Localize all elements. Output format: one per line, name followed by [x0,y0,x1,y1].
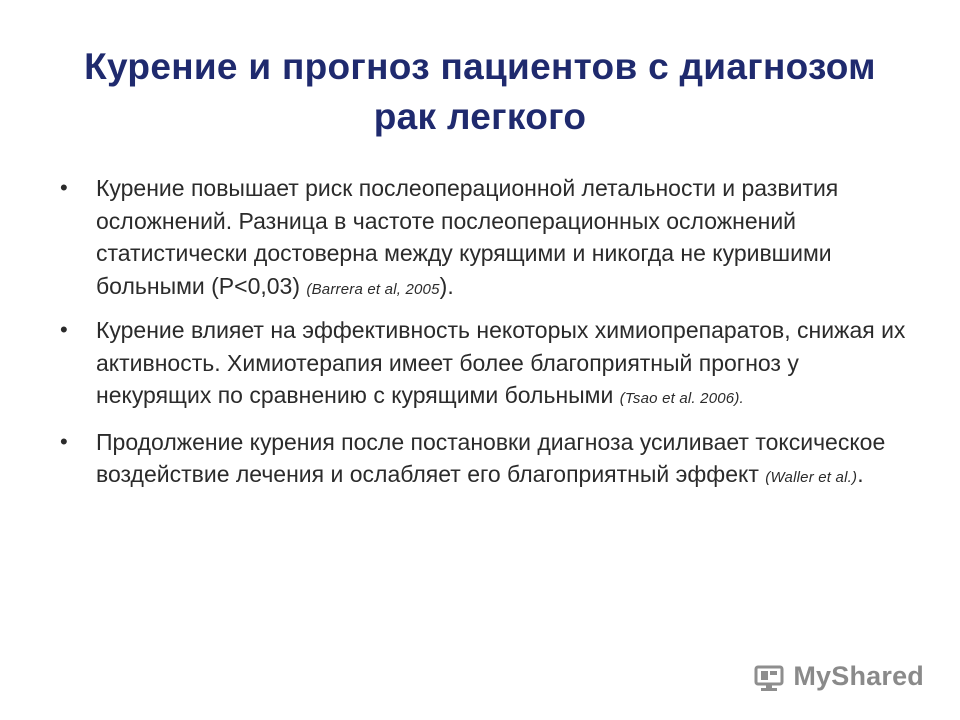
bullet-item [60,172,920,306]
slide-title: Курение и прогноз пациентов с диагнозом рак легкого [84,46,876,137]
bullet-tail: . [857,461,864,487]
citation: (Waller et al.) [765,469,858,486]
citation: (Tsao et al. 2006). [619,390,744,407]
bullet-text: Курение повышает риск послеоперационной летальности и развития осложнений. Разница в частоте послеоперационных осложнений статистически достоверна между курящими и никогда не курившими больными (Р<0,03) [96,175,839,299]
watermark-text: MyShared [793,661,924,691]
myshared-logo-icon [753,662,787,692]
bullet-marker: • [60,317,68,342]
bullet-tail: ). [439,272,454,299]
bullet-text: Продолжение курения после постановки диагноза усиливает токсическое воздействие лечения и ослабляет его благоприятный эффект [96,428,886,487]
watermark-logo [753,661,924,692]
citation: (Barrera et al, 2005 [306,280,440,298]
bullet-item [60,314,920,416]
bullet-marker: • [60,175,68,200]
bullet-text: Курение влияет на эффективность некоторых химиопрепаратов, снижая их активность. Химиотерапия имеет более благоприятный прогноз у некурящих по сравнению с курящими больными [96,317,906,408]
bullet-marker: • [60,428,68,454]
bullet-list [60,172,920,503]
bullet-item [60,426,920,495]
